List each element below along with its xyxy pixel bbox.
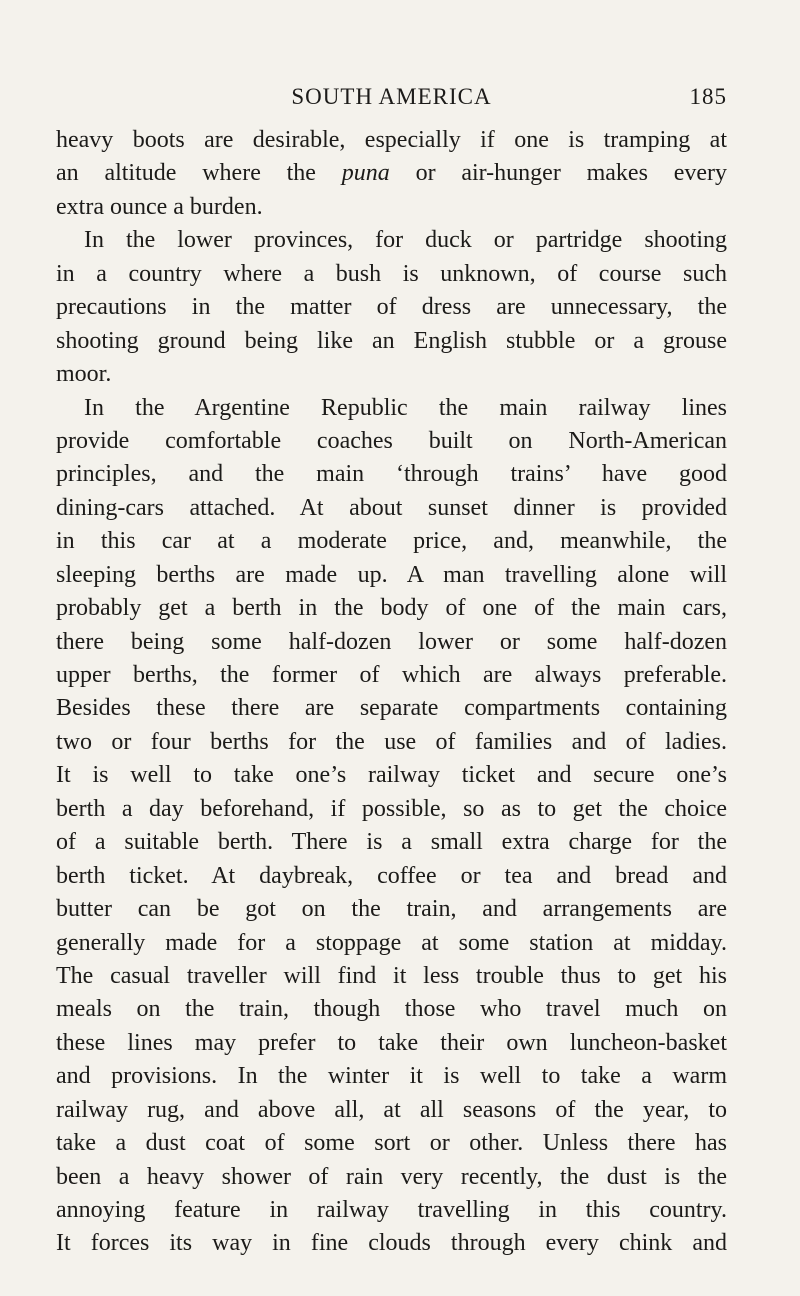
text-line: It forces its way in fine clouds through every chink and xyxy=(56,1230,727,1257)
text-line: precautions in the matter of dress are unnecessary, the xyxy=(56,294,727,321)
text-segment: or air-hunger makes every xyxy=(415,160,728,187)
text-line: The casual traveller will find it less trouble thus to get his xyxy=(56,962,727,989)
body-text xyxy=(56,124,727,1261)
text-line: in a country where a bush is unknown, of course such xyxy=(56,260,727,287)
text-line: extra ounce a burden. xyxy=(56,193,263,220)
text-line: berth ticket. At daybreak, coffee or tea and bread and xyxy=(56,862,727,889)
text-line: been a heavy shower of rain very recently, the dust is the xyxy=(56,1163,727,1190)
text-line: generally made for a stoppage at some station at midday. xyxy=(56,929,727,956)
text-segment: an altitude where the xyxy=(56,160,316,187)
text-line: take a dust coat of some sort or other. Unless there has xyxy=(56,1130,727,1157)
text-line: meals on the train, though those who travel much on xyxy=(56,996,727,1023)
text-line: two or four berths for the use of families and of ladies. xyxy=(56,728,727,755)
text-line: In the Argentine Republic the main railway lines xyxy=(84,394,727,421)
text-line xyxy=(56,157,727,190)
text-line: upper berths, the former of which are always preferable. xyxy=(56,662,727,688)
text-line: of a suitable berth. There is a small extra charge for the xyxy=(56,829,727,856)
text-line: berth a day beforehand, if possible, so as to get the choice xyxy=(56,795,727,822)
text-line: dining-cars attached. At about sunset dinner is provided xyxy=(56,494,727,521)
text-line: there being some half-dozen lower or some half-dozen xyxy=(56,628,727,655)
text-line: heavy boots are desirable, especially if one is tramping at xyxy=(56,127,727,153)
text-line: and provisions. In the winter it is well to take a warm xyxy=(56,1063,727,1090)
running-head xyxy=(56,84,727,118)
text-line: shooting ground being like an English stubble or a grouse xyxy=(56,327,727,354)
text-line: probably get a berth in the body of one of the main cars, xyxy=(56,595,727,622)
italic-word: puna xyxy=(341,160,390,187)
text-line: railway rug, and above all, at all seasons of the year, to xyxy=(56,1096,727,1123)
text-line: Besides these there are separate compartments containing xyxy=(56,695,727,722)
running-head-title: SOUTH AMERICA xyxy=(291,84,492,109)
text-line: provide comfortable coaches built on North-American xyxy=(56,427,727,454)
page-number: 185 xyxy=(689,84,727,109)
text-line: In the lower provinces, for duck or partridge shooting xyxy=(84,227,727,254)
text-line: butter can be got on the train, and arrangements are xyxy=(56,896,727,923)
text-line: It is well to take one’s railway ticket and secure one’s xyxy=(56,762,727,789)
text-line: sleeping berths are made up. A man travelling alone will xyxy=(56,561,727,588)
text-line: annoying feature in railway travelling in this country. xyxy=(56,1197,727,1223)
text-line: moor. xyxy=(56,361,112,388)
text-line: these lines may prefer to take their own luncheon-basket xyxy=(56,1029,727,1056)
text-line: principles, and the main ‘through trains’ have good xyxy=(56,461,727,488)
text-line: in this car at a moderate price, and, meanwhile, the xyxy=(56,528,727,555)
